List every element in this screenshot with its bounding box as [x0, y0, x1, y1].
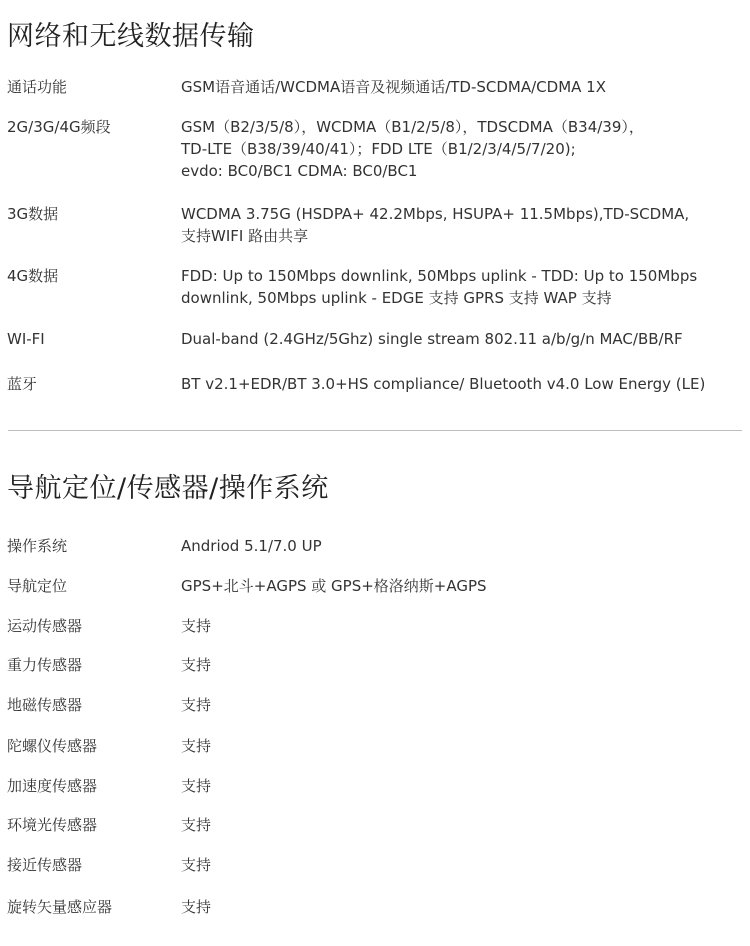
- spec-value: [181, 116, 746, 182]
- spec-value: [181, 76, 746, 98]
- spec-value-line: 支持: [181, 656, 212, 674]
- spec-label: 4G数据: [7, 267, 59, 285]
- spec-value: [181, 535, 746, 557]
- spec-value-line: 支持: [181, 777, 212, 795]
- section-divider: [8, 430, 742, 431]
- spec-label: 旋转矢量感应器: [7, 898, 113, 916]
- spec-value: [181, 775, 746, 797]
- spec-label: 环境光传感器: [7, 816, 98, 834]
- spec-value-line: GPS+北斗+AGPS 或 GPS+格洛纳斯+AGPS: [181, 577, 487, 595]
- spec-value: [181, 854, 746, 876]
- spec-label: 操作系统: [7, 537, 68, 555]
- spec-value: [181, 814, 746, 836]
- spec-value-line: 支持: [181, 898, 212, 916]
- spec-value-line: 支持: [181, 617, 212, 635]
- spec-label: 加速度传感器: [7, 777, 98, 795]
- spec-label: WI-FI: [7, 330, 45, 348]
- spec-label: 接近传感器: [7, 856, 83, 874]
- spec-value-line: 支持: [181, 737, 212, 755]
- spec-value-line: evdo: BC0/BC1 CDMA: BC0/BC1: [181, 162, 418, 180]
- spec-label: 导航定位: [7, 577, 68, 595]
- spec-value: [181, 735, 746, 757]
- spec-value-line: GSM（B2/3/5/8），WCDMA（B1/2/5/8），TDSCDMA（B34/39），: [181, 118, 644, 136]
- spec-label: 地磁传感器: [7, 696, 83, 714]
- spec-value: [181, 373, 746, 395]
- spec-value-line: WCDMA 3.75G (HSDPA+ 42.2Mbps, HSUPA+ 11.5Mbps),TD-SCDMA,: [181, 205, 690, 223]
- spec-label: 2G/3G/4G频段: [7, 118, 111, 136]
- spec-value-line: Dual-band (2.4GHz/5Ghz) single stream 802.11 a/b/g/n MAC/BB/RF: [181, 330, 683, 348]
- spec-value-line: 支持: [181, 856, 212, 874]
- sensor-section-title: 导航定位/传感器/操作系统: [7, 473, 329, 504]
- spec-value-line: 支持: [181, 696, 212, 714]
- spec-label: 3G数据: [7, 205, 59, 223]
- spec-value: [181, 896, 746, 918]
- spec-value-line: BT v2.1+EDR/BT 3.0+HS compliance/ Bluetooth v4.0 Low Energy (LE): [181, 375, 706, 393]
- spec-value: [181, 328, 746, 350]
- spec-value-line: 支持WIFI 路由共享: [181, 227, 309, 245]
- spec-label: 蓝牙: [7, 375, 38, 393]
- spec-value-line: GSM语音通话/WCDMA语音及视频通话/TD-SCDMA/CDMA 1X: [181, 78, 606, 96]
- spec-value-line: FDD: Up to 150Mbps downlink, 50Mbps uplink - TDD: Up to 150Mbps: [181, 267, 698, 285]
- spec-value: [181, 575, 746, 597]
- spec-label: 陀螺仪传感器: [7, 737, 98, 755]
- spec-label: 重力传感器: [7, 656, 83, 674]
- spec-label: 运动传感器: [7, 617, 83, 635]
- spec-value: [181, 203, 746, 247]
- spec-value: [181, 265, 746, 309]
- spec-value: [181, 654, 746, 676]
- spec-value-line: 支持: [181, 816, 212, 834]
- spec-value: [181, 615, 746, 637]
- spec-label: 通话功能: [7, 78, 68, 96]
- spec-value-line: downlink, 50Mbps uplink - EDGE 支持 GPRS 支持 WAP 支持: [181, 289, 612, 307]
- spec-value: [181, 694, 746, 716]
- spec-value-line: Andriod 5.1/7.0 UP: [181, 537, 322, 555]
- network-section-title: 网络和无线数据传输: [7, 21, 255, 52]
- spec-value-line: TD-LTE（B38/39/40/41）；FDD LTE（B1/2/3/4/5/7/20);: [181, 140, 576, 158]
